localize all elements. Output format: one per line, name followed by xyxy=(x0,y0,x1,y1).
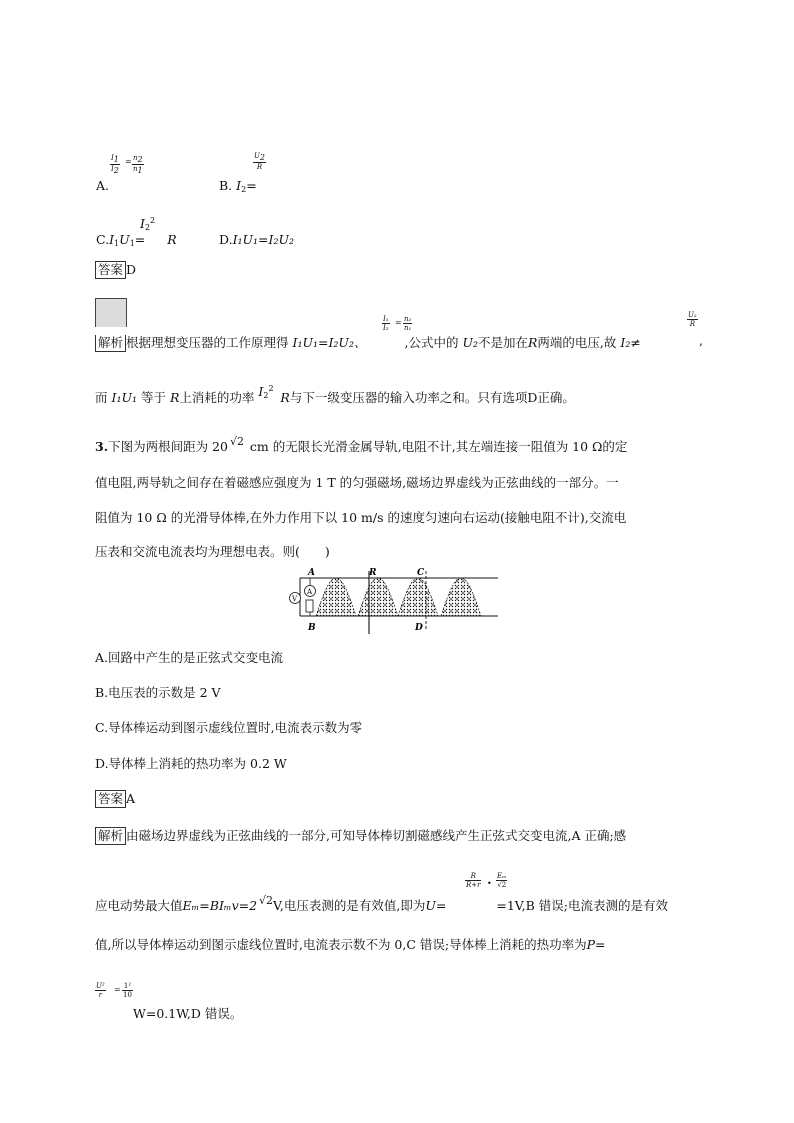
ammeter-label: A xyxy=(307,588,313,596)
label-c: C xyxy=(417,568,425,578)
analysis-q3-line3: 值,所以导体棒运动到图示虚线位置时,电流表示数不为 0,C 错误;导体棒上消耗的热功率为P= xyxy=(95,937,606,952)
analysis-tag: 解析 xyxy=(95,827,126,845)
analysis-q3-line2: 应电动势最大值Eₘ=BIₘv=2 √2 V,电压表测的是有效值,即为U= $\frac{R}{R+r}$ • $\frac{\text{Eₘ}}{√2}$ =1V,B 错误;电流表测的是有效 xyxy=(95,872,668,913)
option-c-label: C. xyxy=(96,232,110,247)
voltmeter-label: V xyxy=(292,595,298,603)
analysis-q2-line1: 解析 根据理想变压器的工作原理得 I₁U₁=I₂U₂、 $\frac{\text{I₁}}{\text{I₂}}$ = $\frac{\text{n₂}}{\text{n₁}}$ ,公式中的 U₂不是加在R两端的电压,故 I₂≠ $\frac{\text{U₂}}{R}$ , xyxy=(95,333,715,352)
option-b-label: B. xyxy=(219,178,233,193)
analysis-q3-frac2: $\frac{\text{Eₘ}}{√2}$ xyxy=(497,872,507,889)
q3-option-d: D.导体棒上消耗的热功率为 0.2 W xyxy=(95,756,287,771)
label-b: B xyxy=(308,623,316,633)
analysis-tag: 解析 xyxy=(95,335,126,352)
label-d: D xyxy=(415,623,423,633)
q3-option-c: C.导体棒运动到图示虚线位置时,电流表示数为零 xyxy=(95,720,363,735)
analysis-q3-frac3: $\frac{\text{U²}}{r}$ xyxy=(96,982,105,999)
field-lines-4 xyxy=(441,578,481,616)
field-lines-1 xyxy=(316,578,356,616)
answer-value: D xyxy=(126,262,137,277)
analysis-shaded-box xyxy=(95,298,127,327)
answer-tag: 答案 xyxy=(95,790,126,808)
question-number: 3. xyxy=(95,439,109,454)
option-a-label: A. xyxy=(96,178,110,193)
analysis-q3-frac4: $\frac{\text{1²}}{10}$ xyxy=(123,982,132,999)
option-a-frac2: $\frac{n2}{n1}$ xyxy=(133,154,143,175)
field-lines-2 xyxy=(358,578,398,616)
analysis-q3-frac1: $\frac{R}{R+r}$ xyxy=(466,872,481,889)
answer-value: A xyxy=(126,791,136,806)
label-r: R xyxy=(369,568,377,578)
answer-tag: 答案 xyxy=(95,261,126,279)
option-d-q2: D.I₁U₁=I₂U₂ xyxy=(219,232,295,247)
question3-line1: 3.下图为两根间距为 20 √2 cm 的无限长光滑金属导轨,电阻不计,其左端连接一阻值为 10 Ω的定 xyxy=(95,435,628,454)
analysis-q2-frac3: $\frac{\text{U₂}}{R}$ xyxy=(688,311,697,328)
q3-option-b: B.电压表的示数是 2 V xyxy=(95,685,221,700)
analysis-q2-line2: 而 I₁U₁ 等于 R上消耗的功率 $I_2^2$ R与下一级变压器的输入功率之和。只有选项D正确。 xyxy=(95,384,575,405)
option-b-frac: $\frac{U2}{R}$ xyxy=(254,152,265,171)
analysis-q3-line1: 解析 由磁场边界虚线为正弦曲线的一部分,可知导体棒切割磁感线产生正弦式交变电流,A 正确;感 xyxy=(95,826,626,845)
label-a: A xyxy=(308,568,315,578)
analysis-q2-frac2: $\frac{\text{n₂}}{\text{n₁}}$ xyxy=(404,315,412,332)
field-lines-3 xyxy=(398,578,438,616)
magnetic-field-regions xyxy=(316,578,481,616)
rail-magnetic-field-figure xyxy=(286,566,504,636)
analysis-q2-frac1: $\frac{\text{I₁}}{\text{I₂}}$ xyxy=(383,315,389,332)
answer-q2 xyxy=(95,261,136,279)
question3-line2: 值电阻,两导轨之间存在着磁感应强度为 1 T 的匀强磁场,磁场边界虚线为正弦曲线的一部分。一 xyxy=(95,475,619,490)
option-a-frac1: $\frac{I1}{I2}$ xyxy=(111,154,119,175)
question3-line3: 阻值为 10 Ω 的光滑导体棒,在外力作用下以 10 m/s 的速度匀速向右运动(接触电阻不计),交流电 xyxy=(95,510,627,525)
fixed-resistor-symbol xyxy=(306,600,313,612)
question3-line4: 压表和交流电流表均为理想电表。则( ) xyxy=(95,544,330,559)
q3-option-a: A.回路中产生的是正弦式交变电流 xyxy=(95,650,284,665)
answer-q3 xyxy=(95,790,135,808)
